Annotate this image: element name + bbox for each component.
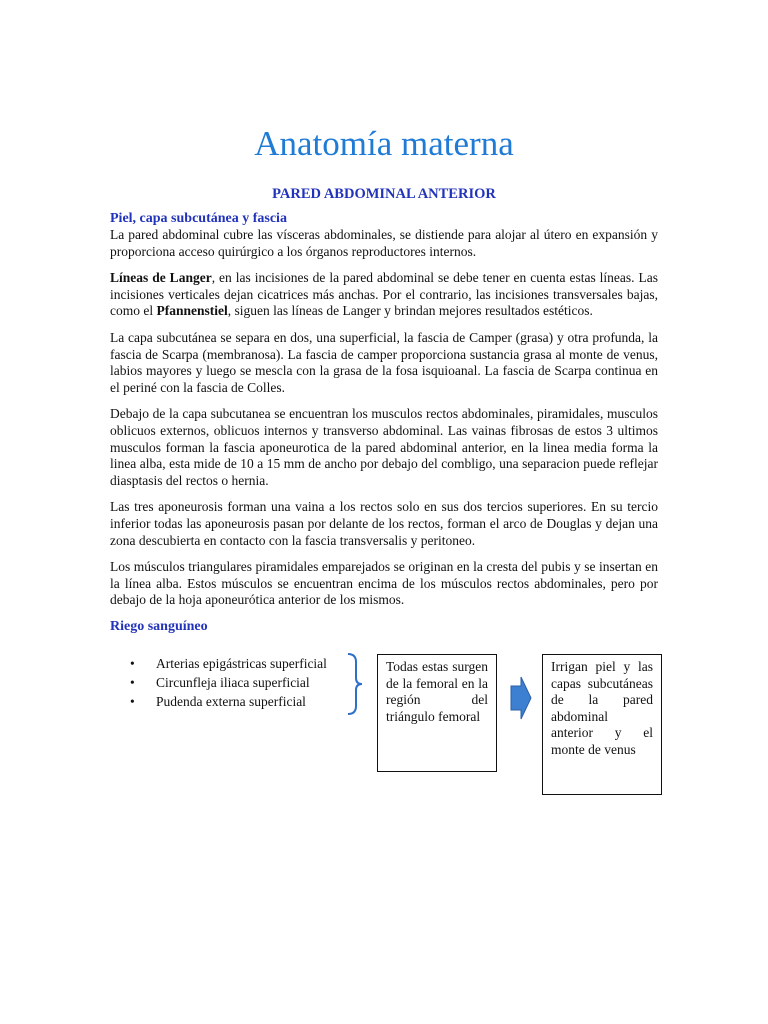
- paragraph-capa-subcutanea: La capa subcutánea se separa en dos, una superficial, la fascia de Camper (grasa) y otra profunda, la fascia de Scarpa (membranosa). La fascia de camper proporciona sustancia grasa al monte de venus, labios mayores y luego se mescla con la grasa de la fosa isquioanal. La fascia de Scarpa continua en el periné con la fascia de Colles.: [110, 329, 658, 395]
- paragraph-piramidales: Los músculos triangulares piramidales emparejados se originan en la cresta del pubis y se insertan en la línea alba. Estos músculos se encuentran encima de los músculos rectos abdominales, pero por debajo de la hoja aponeurótica anterior de los mismos.: [110, 559, 658, 608]
- list-item: • Arterias epigástricas superficial: [130, 656, 327, 671]
- langer-text-a: , en las incisiones de la pared abdominal se debe tener en cuenta estas líneas. Las incisiones verticales dejan cicatrices más anchas. Por el contrario, las incisiones transversales bajas, como el: [110, 270, 658, 319]
- paragraph-pared-abdominal: La pared abdominal cubre las vísceras abdominales, se distiende para alojar al útero en expansión y proporciona acceso quirúrgico a los órganos reproductores internos.: [110, 227, 658, 259]
- bullet-icon: •: [130, 694, 135, 709]
- irrigation-box: Irrigan piel y las capas subcutáneas de la pared abdominal anterior y el monte de venus: [542, 654, 662, 795]
- list-item: • Circunfleja iliaca superficial: [130, 675, 310, 690]
- pfannenstiel-term: Pfannenstiel: [156, 303, 228, 319]
- bullet-icon: •: [130, 675, 135, 690]
- paragraph-musculos: Debajo de la capa subcutanea se encuentran los musculos rectos abdominales, piramidales, musculos oblicuos externos, oblicuos internos y transverso abdominal. Las vainas fibrosas de estos 3 ultimos musculos forman la fascia aponeurotica de la pared abdominal anterior, en la linea media forma la linea alba, esta mide de 10 a 15 mm de ancho por debajo del combligo, una separacion puede reflejar diasptasis del rectos o hernia.: [110, 406, 658, 488]
- right-brace-icon: [346, 652, 366, 716]
- subsection-heading-piel: Piel, capa subcutánea y fascia: [110, 211, 287, 226]
- langer-text-b: , siguen las líneas de Langer y brindan mejores resultados estéticos.: [227, 303, 593, 319]
- document-title: Anatomía materna: [254, 124, 514, 163]
- artery-list: [130, 654, 327, 711]
- femoral-origin-box: Todas estas surgen de la femoral en la región del triángulo femoral: [377, 654, 497, 772]
- text-column: [110, 210, 658, 635]
- section-title: PARED ABDOMINAL ANTERIOR: [272, 186, 496, 202]
- langer-term: Líneas de Langer: [110, 270, 212, 286]
- right-arrow-icon: [510, 676, 532, 720]
- subsection-heading-riego: Riego sanguíneo: [110, 618, 208, 634]
- paragraph-langer: [110, 270, 658, 320]
- paragraph-aponeurosis: Las tres aponeurosis forman una vaina a los rectos solo en sus dos tercios superiores. En su tercio inferior todas las aponeurosis pasan por delante de los rectos, forman el arco de Douglas y dejan una zona descubierta en contacto con la fascia transversalis y peritoneo.: [110, 499, 658, 548]
- list-item: • Pudenda externa superficial: [130, 694, 306, 709]
- bullet-icon: •: [130, 656, 135, 671]
